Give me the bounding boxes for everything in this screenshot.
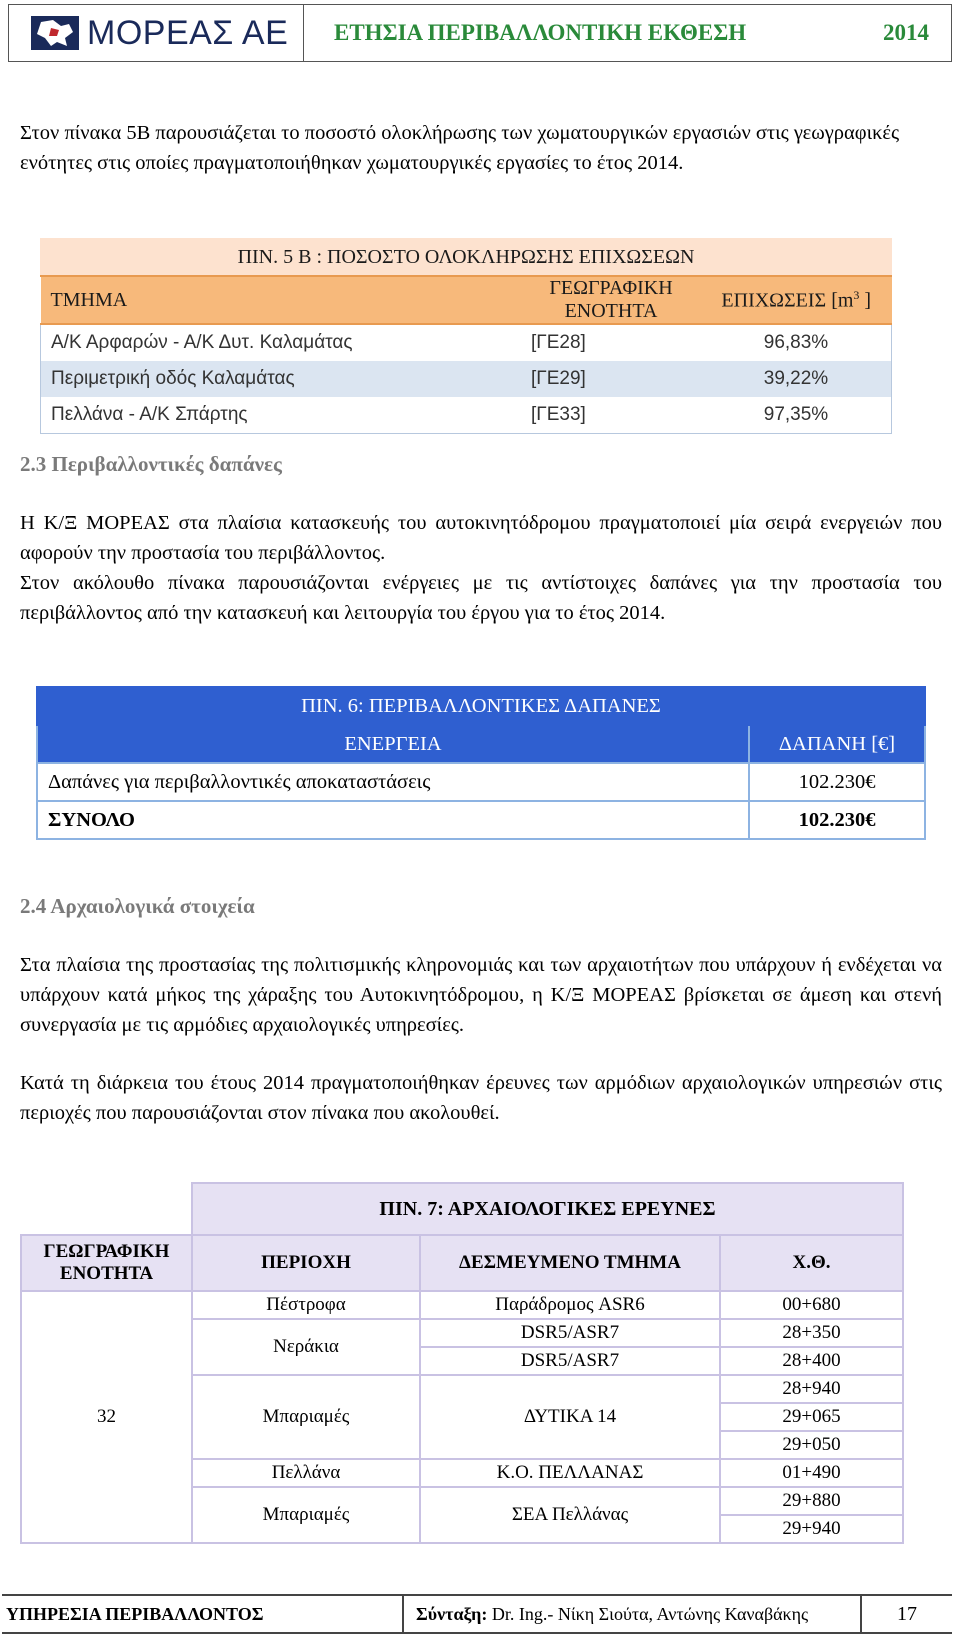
- table-7: [20, 1182, 904, 1544]
- report-title-box: [304, 4, 952, 62]
- table-cell: 29+940: [720, 1515, 903, 1543]
- page-header: [8, 4, 952, 64]
- company-logo: [8, 4, 304, 62]
- intro-paragraph: Στον πίνακα 5Β παρουσιάζεται το ποσοστό ολοκλήρωσης των χωματουργικών εργασιών στις γεωγραφικές ενότητες στις οποίες πραγματοποιήθηκαν χωματουργικές εργασίες το έτος 2014.: [20, 122, 900, 174]
- column-header: ΓΕΩΓΡΑΦΙΚΗ ΕΝΟΤΗΤΑ: [21, 1235, 192, 1291]
- column-header: ΓΕΩΓΡΑΦΙΚΗ ΕΝΟΤΗΤΑ: [521, 276, 701, 324]
- table-cell: Μπαριαμές: [192, 1487, 420, 1543]
- report-year: 2014: [883, 20, 929, 45]
- table-5b: [40, 238, 892, 434]
- column-header: Χ.Θ.: [720, 1235, 903, 1291]
- table-cell: Δαπάνες για περιβαλλοντικές αποκαταστάσεις: [37, 763, 749, 801]
- table-cell: ΔΥΤΙΚΑ 14: [420, 1375, 720, 1459]
- table-cell: Α/Κ Αρφαρών - Α/Κ Δυτ. Καλαμάτας: [51, 332, 353, 353]
- column-header: ΤΜΗΜΑ: [41, 276, 522, 324]
- footer-department: ΥΠΗΡΕΣΙΑ ΠΕΡΙΒΑΛΛΟΝΤΟΣ: [2, 1596, 404, 1632]
- paragraph: Η Κ/Ξ ΜΟΡΕΑΣ στα πλαίσια κατασκευής του αυτοκινητόδρομου πραγματοποιεί μία σειρά ενεργειών που αφορούν την προστασία του περιβάλλοντος.: [20, 512, 942, 564]
- column-header: ΔΑΠΑΝΗ [€]: [749, 725, 925, 763]
- table-cell: Πέστροφα: [192, 1291, 420, 1319]
- table-cell: Παράδρομος ASR6: [420, 1291, 720, 1319]
- table-cell: 28+350: [720, 1319, 903, 1347]
- table-row: [37, 763, 925, 801]
- column-header: ΕΠΙΧΩΣΕΙΣ [$m^3$ ]: [701, 276, 892, 324]
- column-header: ΔΕΣΜΕΥΜΕΝΟ ΤΜΗΜΑ: [420, 1235, 720, 1291]
- footer-author: Σύνταξη: Dr. Ing.- Νίκη Σιούτα, Αντώνης Καναβάκης: [404, 1596, 862, 1632]
- table-row: [21, 1291, 903, 1319]
- table-cell: 28+400: [720, 1347, 903, 1375]
- table-cell: 28+940: [720, 1375, 903, 1403]
- table-cell: 00+680: [720, 1291, 903, 1319]
- table-cell: Κ.Ο. ΠΕΛΛΑΝΑΣ: [420, 1459, 720, 1487]
- table-caption: ΠΙΝ. 5 Β : ΠΟΣΟΣΤΟ ΟΛΟΚΛΗΡΩΣΗΣ ΕΠΙΧΩΣΕΩΝ: [41, 239, 892, 277]
- table-cell: [ΓΕ28]: [531, 332, 586, 353]
- paragraph: Στον ακόλουθο πίνακα παρουσιάζονται ενέργειες με τις αντίστοιχες δαπάνες για την προστασία του περιβάλλοντος από την κατασκευή και λειτουργία του έργου για το έτος 2014.: [20, 572, 942, 624]
- total-row: [37, 801, 925, 839]
- column-header: ΠΕΡΙΟΧΗ: [192, 1235, 420, 1291]
- page-footer: [2, 1594, 952, 1634]
- section-heading: 2.4 Αρχαιολογικά στοιχεία: [20, 894, 255, 918]
- table-cell: 01+490: [720, 1459, 903, 1487]
- table-cell: ΣΕΑ Πελλάνας: [420, 1487, 720, 1543]
- table-row: [41, 397, 892, 434]
- table-cell: Νεράκια: [192, 1319, 420, 1375]
- section-heading: 2.3 Περιβαλλοντικές δαπάνες: [20, 452, 282, 476]
- table-cell: [ΓΕ29]: [521, 361, 701, 397]
- table-cell: 29+880: [720, 1487, 903, 1515]
- table-cell: Πελλάνα - Α/Κ Σπάρτης: [51, 404, 248, 425]
- table-cell: Περιμετρική οδός Καλαμάτας: [41, 361, 522, 397]
- table-cell: Μπαριαμές: [192, 1375, 420, 1459]
- table-caption: ΠΙΝ. 7: ΑΡΧΑΙΟΛΟΓΙΚΕΣ ΕΡΕΥΝΕΣ: [192, 1183, 903, 1235]
- table-cell: 29+050: [720, 1431, 903, 1459]
- table-row: [41, 324, 892, 361]
- table-cell: DSR5/ASR7: [420, 1319, 720, 1347]
- table-cell: 39,22%: [701, 361, 892, 397]
- table-cell: [ΓΕ33]: [531, 404, 586, 425]
- table-cell: ΣΥΝΟΛΟ: [37, 801, 749, 839]
- logo-text: ΜΟΡΕΑΣ ΑΕ: [87, 13, 289, 52]
- table-cell: 29+065: [720, 1403, 903, 1431]
- table-cell: 102.230€: [749, 801, 925, 839]
- table-cell: DSR5/ASR7: [420, 1347, 720, 1375]
- paragraph: Στα πλαίσια της προστασίας της πολιτισμικής κληρονομιάς και των αρχαιοτήτων που υπάρχουν ή ενδέχεται να υπάρχουν κατά μήκος της χάραξης του Αυτοκινητόδρομου, η Κ/Ξ ΜΟΡΕΑΣ βρίσκεται σε άμεση και στενή συνεργασία με τις αρμόδιες αρχαιολογικές υπηρεσίες.: [20, 954, 942, 1036]
- table-cell: 32: [21, 1291, 192, 1543]
- paragraph: Κατά τη διάρκεια του έτους 2014 πραγματοποιήθηκαν έρευνες των αρμόδιων αρχαιολογικών υπηρεσιών στις περιοχές που παρουσιάζονται στον πίνακα που ακολουθεί.: [20, 1072, 942, 1124]
- page-number: 17: [897, 1602, 917, 1625]
- table-6: [36, 686, 926, 840]
- report-title: ΕΤΗΣΙΑ ΠΕΡΙΒΑΛΛΟΝΤΙΚΗ ΕΚΘΕΣΗ: [334, 20, 747, 45]
- table-caption: ΠΙΝ. 6: ΠΕΡΙΒΑΛΛΟΝΤΙΚΕΣ ΔΑΠΑΝΕΣ: [37, 687, 925, 725]
- table-cell: 102.230€: [749, 763, 925, 801]
- table-cell: 96,83%: [763, 332, 829, 353]
- peloponnese-map-icon: [31, 16, 79, 50]
- column-header: ΕΝΕΡΓΕΙΑ: [37, 725, 749, 763]
- table-cell: 97,35%: [763, 404, 829, 425]
- table-cell: Πελλάνα: [192, 1459, 420, 1487]
- table-row: [41, 361, 892, 397]
